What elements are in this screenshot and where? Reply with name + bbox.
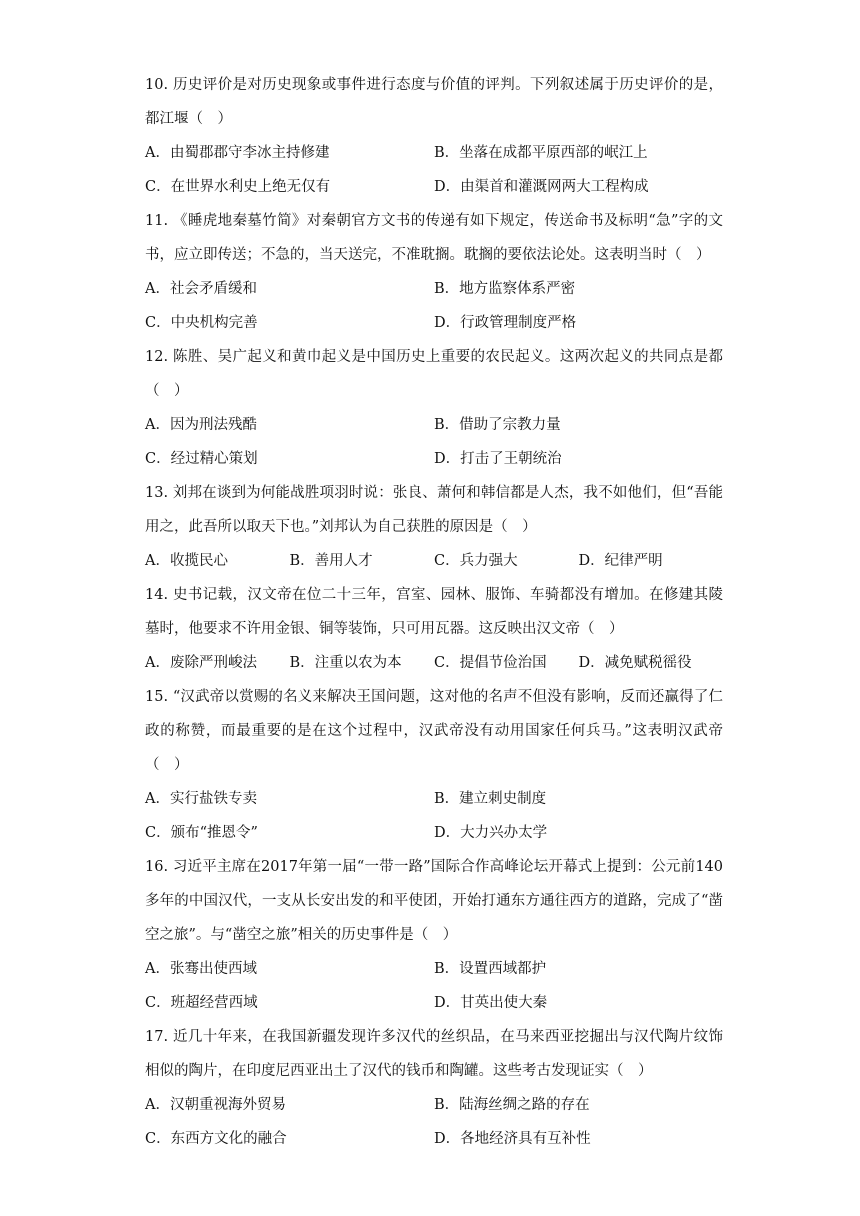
option-a: A．由蜀郡郡守李冰主持修建 bbox=[145, 145, 330, 161]
option-b: B．注重以农为本 bbox=[289, 655, 402, 671]
options-row bbox=[145, 272, 723, 306]
option-b: B．设置西域都护 bbox=[434, 961, 547, 977]
option-b: B．陆海丝绸之路的存在 bbox=[434, 1097, 590, 1113]
question-15 bbox=[145, 680, 723, 850]
question-stem: 14. 史书记载，汉文帝在位二十三年，宫室、园林、服饰、车骑都没有增加。在修建其陵墓时，他要求不许用金银、铜等装饰，只可用瓦器。这反映出汉文帝（ ） bbox=[145, 587, 723, 637]
option-c: C．提倡节俭治国 bbox=[434, 655, 547, 671]
options-row bbox=[145, 170, 723, 204]
option-a: A．收揽民心 bbox=[145, 553, 228, 569]
option-a: A．社会矛盾缓和 bbox=[145, 281, 257, 297]
option-c: C．班超经营西域 bbox=[145, 995, 258, 1011]
option-d: D．打击了王朝统治 bbox=[434, 451, 562, 467]
option-c: C．在世界水利史上绝无仅有 bbox=[145, 179, 331, 195]
options-row bbox=[145, 952, 723, 986]
options-row bbox=[145, 306, 723, 340]
options-row bbox=[145, 816, 723, 850]
question-stem: 15. “汉武帝以赏赐的名义来解决王国问题，这对他的名声不但没有影响，反而还赢得了仁政的称赞，而最重要的是在这个过程中，汉武帝没有动用国家任何兵马。”这表明汉武帝（ ） bbox=[145, 689, 723, 773]
question-stem: 17. 近几十年来，在我国新疆发现许多汉代的丝织品，在马来西亚挖掘出与汉代陶片纹饰相似的陶片，在印度尼西亚出土了汉代的钱币和陶罐。这些考古发现证实（ ） bbox=[145, 1029, 723, 1079]
option-a: A．汉朝重视海外贸易 bbox=[145, 1097, 286, 1113]
question-12 bbox=[145, 340, 723, 476]
option-a: A．张骞出使西域 bbox=[145, 961, 257, 977]
option-b: B．地方监察体系严密 bbox=[434, 281, 576, 297]
option-d: D．甘英出使大秦 bbox=[434, 995, 548, 1011]
option-c: C．东西方文化的融合 bbox=[145, 1131, 287, 1147]
option-d: D．各地经济具有互补性 bbox=[434, 1131, 591, 1147]
option-a: A．实行盐铁专卖 bbox=[145, 791, 257, 807]
question-16 bbox=[145, 850, 723, 1020]
question-stem: 16. 习近平主席在2017年第一届“一带一路”国际合作高峰论坛开幕式上提到：公元前140多年的中国汉代，一支从长安出发的和平使团，开始打通东方通往西方的道路，完成了“凿空之旅”。与“凿空之旅”相关的历史事件是（ ） bbox=[145, 859, 723, 943]
exam-page bbox=[145, 68, 723, 1156]
option-d: D．由渠首和灌溉网两大工程构成 bbox=[434, 179, 649, 195]
question-14 bbox=[145, 578, 723, 680]
option-d: D．大力兴办太学 bbox=[434, 825, 548, 841]
question-stem: 13. 刘邦在谈到为何能战胜项羽时说：张良、萧何和韩信都是人杰，我不如他们，但“吾能用之，此吾所以取天下也。”刘邦认为自己获胜的原因是（ ） bbox=[145, 485, 723, 535]
options-row bbox=[145, 986, 723, 1020]
question-13 bbox=[145, 476, 723, 578]
options-row bbox=[145, 1088, 723, 1122]
option-d: D．行政管理制度严格 bbox=[434, 315, 577, 331]
options-row bbox=[145, 1122, 723, 1156]
options-row bbox=[145, 408, 723, 442]
option-c: C．颁布“推恩令” bbox=[145, 825, 258, 841]
question-stem: 11. 《睡虎地秦墓竹简》对秦朝官方文书的传递有如下规定，传送命书及标明“急”字的文书，应立即传送；不急的，当天送完，不准耽搁。耽搁的要依法论处。这表明当时（ ） bbox=[145, 213, 723, 263]
options-row bbox=[145, 442, 723, 476]
option-d: D．纪律严明 bbox=[578, 553, 663, 569]
question-17 bbox=[145, 1020, 723, 1156]
option-b: B．建立刺史制度 bbox=[434, 791, 547, 807]
option-c: C．经过精心策划 bbox=[145, 451, 258, 467]
options-row bbox=[145, 646, 723, 680]
question-stem: 12. 陈胜、吴广起义和黄巾起义是中国历史上重要的农民起义。这两次起义的共同点是都（ ） bbox=[145, 349, 723, 399]
option-d: D．减免赋税徭役 bbox=[578, 655, 692, 671]
option-a: A．废除严刑峻法 bbox=[145, 655, 257, 671]
option-b: B．善用人才 bbox=[289, 553, 373, 569]
option-b: B．借助了宗教力量 bbox=[434, 417, 561, 433]
options-row bbox=[145, 782, 723, 816]
question-stem: 10. 历史评价是对历史现象或事件进行态度与价值的评判。下列叙述属于历史评价的是，都江堰（ ） bbox=[145, 77, 723, 127]
option-b: B．坐落在成都平原西部的岷江上 bbox=[434, 145, 648, 161]
question-11 bbox=[145, 204, 723, 340]
option-c: C．兵力强大 bbox=[434, 553, 518, 569]
option-a: A．因为刑法残酷 bbox=[145, 417, 257, 433]
option-c: C．中央机构完善 bbox=[145, 315, 258, 331]
options-row bbox=[145, 544, 723, 578]
question-10 bbox=[145, 68, 723, 204]
options-row bbox=[145, 136, 723, 170]
